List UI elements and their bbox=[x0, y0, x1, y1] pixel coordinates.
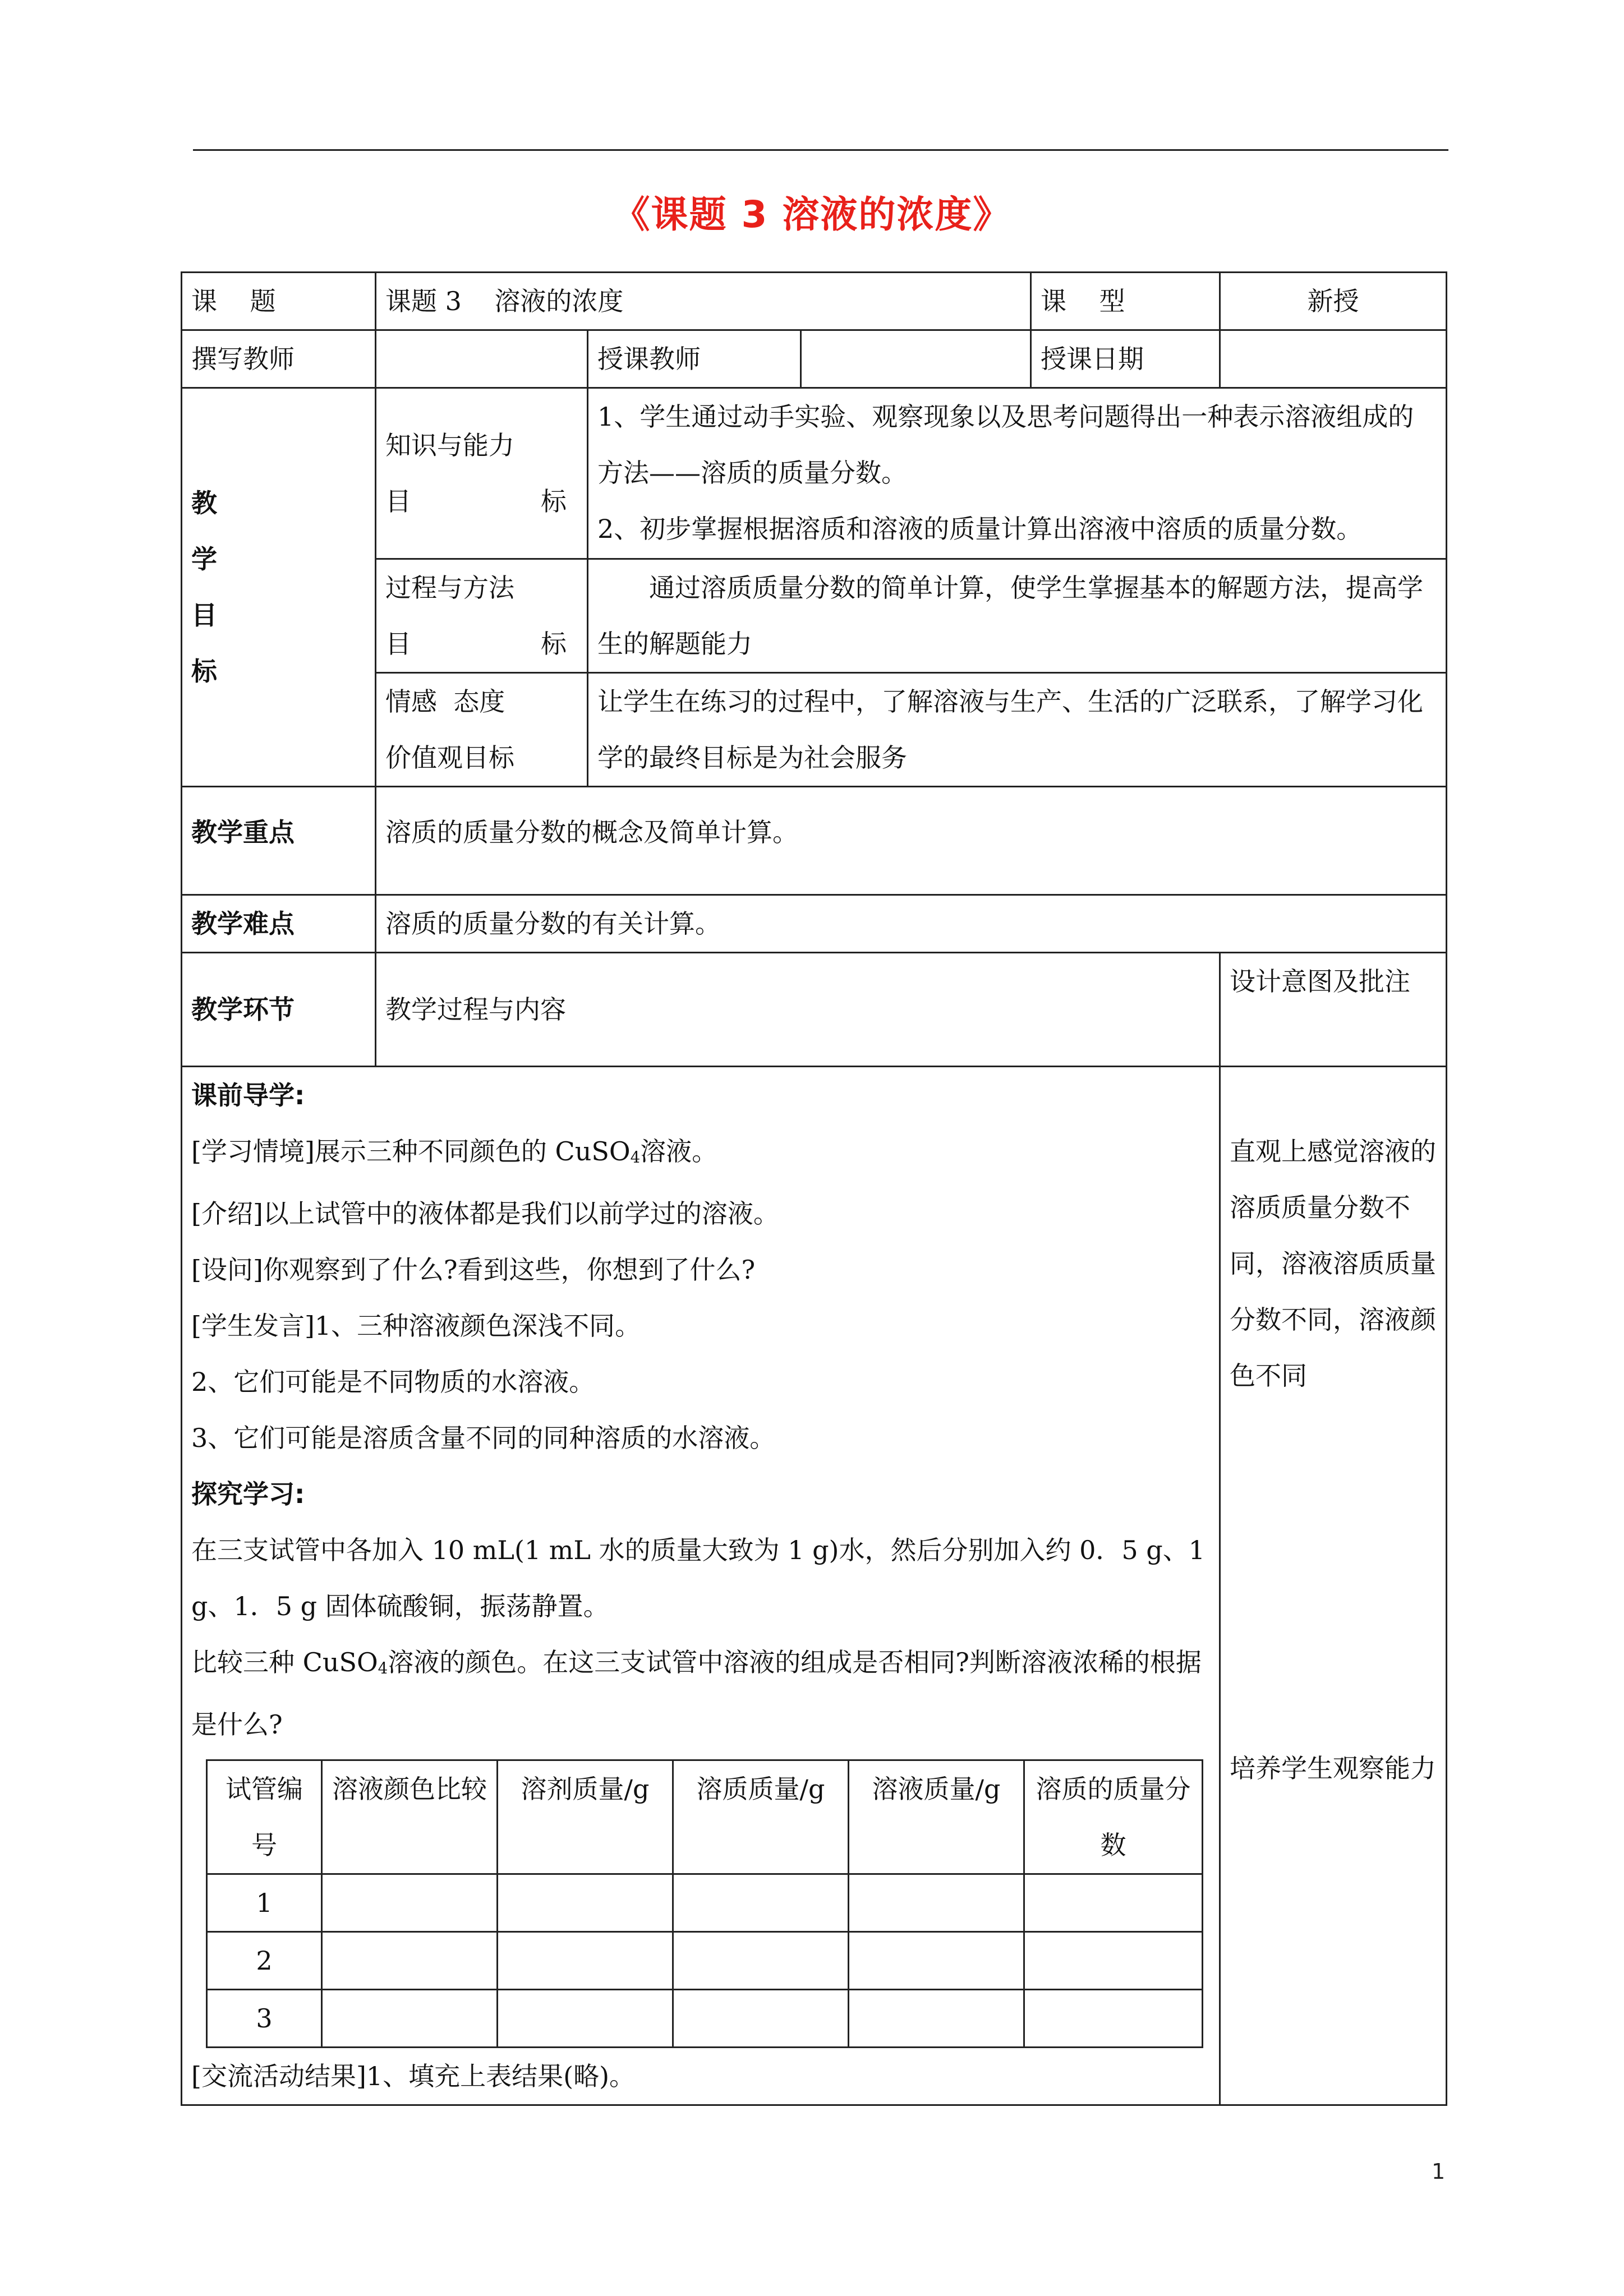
experiment-cell bbox=[498, 1932, 673, 1990]
experiment-row bbox=[207, 1932, 1203, 1990]
experiment-cell: 1 bbox=[207, 1874, 322, 1932]
topic-value: 课题 3 溶液的浓度 bbox=[376, 273, 1031, 330]
type-label: 课 型 bbox=[1031, 273, 1220, 330]
notes-column bbox=[1220, 1067, 1447, 2105]
experiment-header: 溶液质量/g bbox=[849, 1760, 1024, 1874]
writer-label: 撰写教师 bbox=[182, 330, 376, 388]
result-line: [交流活动结果]1、填充上表结果(略)。 bbox=[191, 2061, 636, 2091]
header-rule bbox=[193, 149, 1448, 151]
difficulty-label: 教学难点 bbox=[182, 895, 376, 953]
experiment-cell bbox=[498, 1874, 673, 1932]
experiment-cell bbox=[849, 1932, 1024, 1990]
student-line: 3、它们可能是溶质含量不同的同种溶质的水溶液。 bbox=[191, 1423, 776, 1453]
goal-knowledge-label-line1: 知识与能力 bbox=[385, 430, 514, 460]
subscript-4: 4 bbox=[378, 1659, 388, 1677]
experiment-row bbox=[207, 1874, 1203, 1932]
writer-value bbox=[376, 330, 588, 388]
row-lesson-body bbox=[182, 1067, 1447, 2105]
experiment-row bbox=[207, 1990, 1203, 2048]
experiment-cell bbox=[673, 1874, 849, 1932]
experiment-cell bbox=[673, 1932, 849, 1990]
experiment-header: 试管编号 bbox=[207, 1760, 322, 1874]
experiment-cell bbox=[849, 1990, 1024, 2048]
goal-knowledge-item: 1、学生通过动手实验、观察现象以及思考问题得出一种表示溶液组成的方法——溶质的质量分数。 bbox=[597, 402, 1414, 488]
goal-knowledge-item: 2、初步掌握根据溶质和溶液的质量计算出溶液中溶质的质量分数。 bbox=[597, 514, 1363, 544]
student-line: [学生发言]1、三种溶液颜色深浅不同。 bbox=[191, 1311, 641, 1341]
goal-label-part: 目 bbox=[385, 486, 411, 517]
goal-knowledge-label-line2 bbox=[385, 473, 578, 529]
student-line: 2、它们可能是不同物质的水溶液。 bbox=[191, 1367, 595, 1397]
experiment-cell bbox=[1024, 1990, 1203, 2048]
intro-line: [介绍]以上试管中的液体都是我们以前学过的溶液。 bbox=[191, 1198, 779, 1229]
explore-heading: 探究学习: bbox=[191, 1479, 305, 1509]
experiment-cell bbox=[322, 1932, 498, 1990]
goal-knowledge-content bbox=[588, 388, 1447, 559]
pre-study-heading: 课前导学: bbox=[191, 1080, 305, 1110]
goal-emotion-content: 让学生在练习的过程中，了解溶液与生产、生活的广泛联系，了解学习化学的最终目标是为社会服务 bbox=[588, 673, 1447, 787]
goal-emotion-label bbox=[376, 673, 588, 787]
key-point-content: 溶质的质量分数的概念及简单计算。 bbox=[376, 787, 1447, 895]
teacher-value bbox=[801, 330, 1031, 388]
situation-tail: 溶液。 bbox=[640, 1136, 718, 1167]
experiment-cell bbox=[849, 1874, 1024, 1932]
page-number: 1 bbox=[1432, 2159, 1446, 2184]
row-goal-knowledge bbox=[182, 388, 1447, 559]
note-observation: 直观上感觉溶液的溶质质量分数不同，溶液溶质质量分数不同，溶液颜色不同 bbox=[1230, 1136, 1437, 1391]
experiment-cell: 2 bbox=[207, 1932, 322, 1990]
experiment-cell bbox=[322, 1990, 498, 2048]
experiment-header: 溶质的质量分数 bbox=[1024, 1760, 1203, 1874]
compare-text bbox=[191, 1634, 1210, 1753]
goal-knowledge-label bbox=[376, 388, 588, 559]
note-skill: 培养学生观察能力 bbox=[1230, 1753, 1437, 1783]
experiment-header: 溶质质量/g bbox=[673, 1760, 849, 1874]
goal-emotion-label-line1: 情感 态度 bbox=[385, 686, 505, 717]
row-teachers bbox=[182, 330, 1447, 388]
goal-label-part: 标 bbox=[541, 629, 567, 659]
section-notes-header: 设计意图及批注 bbox=[1220, 953, 1447, 1067]
experiment-header: 溶剂质量/g bbox=[498, 1760, 673, 1874]
lesson-body bbox=[182, 1067, 1220, 2105]
experiment-cell: 3 bbox=[207, 1990, 322, 2048]
compare-head: 比较三种 CuSO bbox=[191, 1647, 378, 1677]
notes-gap bbox=[1230, 1404, 1437, 1740]
notes-spacer bbox=[1230, 1067, 1437, 1123]
page-title: 《课题 3 溶液的浓度》 bbox=[613, 193, 1011, 236]
goals-label-char: 标 bbox=[191, 656, 217, 686]
situation-text: [学习情境]展示三种不同颜色的 CuSO bbox=[191, 1136, 631, 1167]
topic-label: 课 题 bbox=[182, 273, 376, 330]
experiment-header: 溶液颜色比较 bbox=[322, 1760, 498, 1874]
row-section-header bbox=[182, 953, 1447, 1067]
situation-line bbox=[191, 1123, 1210, 1186]
goal-process-label bbox=[376, 559, 588, 673]
date-label: 授课日期 bbox=[1031, 330, 1220, 388]
experiment-header-row bbox=[207, 1760, 1203, 1874]
lesson-plan-table bbox=[181, 271, 1447, 2106]
section-content-header: 教学过程与内容 bbox=[376, 953, 1220, 1067]
goal-process-label-line1: 过程与方法 bbox=[385, 573, 514, 603]
question-line: [设问]你观察到了什么?看到这些，你想到了什么? bbox=[191, 1255, 756, 1285]
goal-process-content: 通过溶质质量分数的简单计算，使学生掌握基本的解题方法，提高学生的解题能力 bbox=[588, 559, 1447, 673]
goals-label-char: 学 bbox=[191, 544, 217, 574]
experiment-cell bbox=[1024, 1874, 1203, 1932]
teacher-label: 授课教师 bbox=[588, 330, 801, 388]
row-topic bbox=[182, 273, 1447, 330]
experiment-table bbox=[206, 1759, 1203, 2048]
goal-label-part: 目 bbox=[385, 629, 411, 659]
goals-label-char: 教 bbox=[191, 488, 217, 518]
goals-label-char: 目 bbox=[191, 600, 217, 630]
subscript-4: 4 bbox=[630, 1148, 641, 1167]
goal-process-label-line2 bbox=[385, 616, 578, 672]
goal-emotion-label-line2: 价值观目标 bbox=[385, 743, 514, 773]
experiment-cell bbox=[673, 1990, 849, 2048]
explore-text: 在三支试管中各加入 10 mL(1 mL 水的质量大致为 1 g)水，然后分别加入约 0．5 g、1 g、1．5 g 固体硫酸铜，振荡静置。 bbox=[191, 1535, 1205, 1621]
experiment-cell bbox=[322, 1874, 498, 1932]
goals-label bbox=[182, 388, 376, 787]
row-key-point bbox=[182, 787, 1447, 895]
type-value: 新授 bbox=[1220, 273, 1447, 330]
row-difficulty bbox=[182, 895, 1447, 953]
goal-label-part: 标 bbox=[541, 486, 567, 517]
date-value bbox=[1220, 330, 1447, 388]
difficulty-content: 溶质的质量分数的有关计算。 bbox=[376, 895, 1447, 953]
compare-tail: 溶液的颜色。在这三支试管中溶液的组成是否相同?判断溶液浓稀的根据是什么? bbox=[191, 1647, 1202, 1740]
key-point-label: 教学重点 bbox=[182, 787, 376, 895]
experiment-cell bbox=[1024, 1932, 1203, 1990]
section-label: 教学环节 bbox=[182, 953, 376, 1067]
experiment-cell bbox=[498, 1990, 673, 2048]
